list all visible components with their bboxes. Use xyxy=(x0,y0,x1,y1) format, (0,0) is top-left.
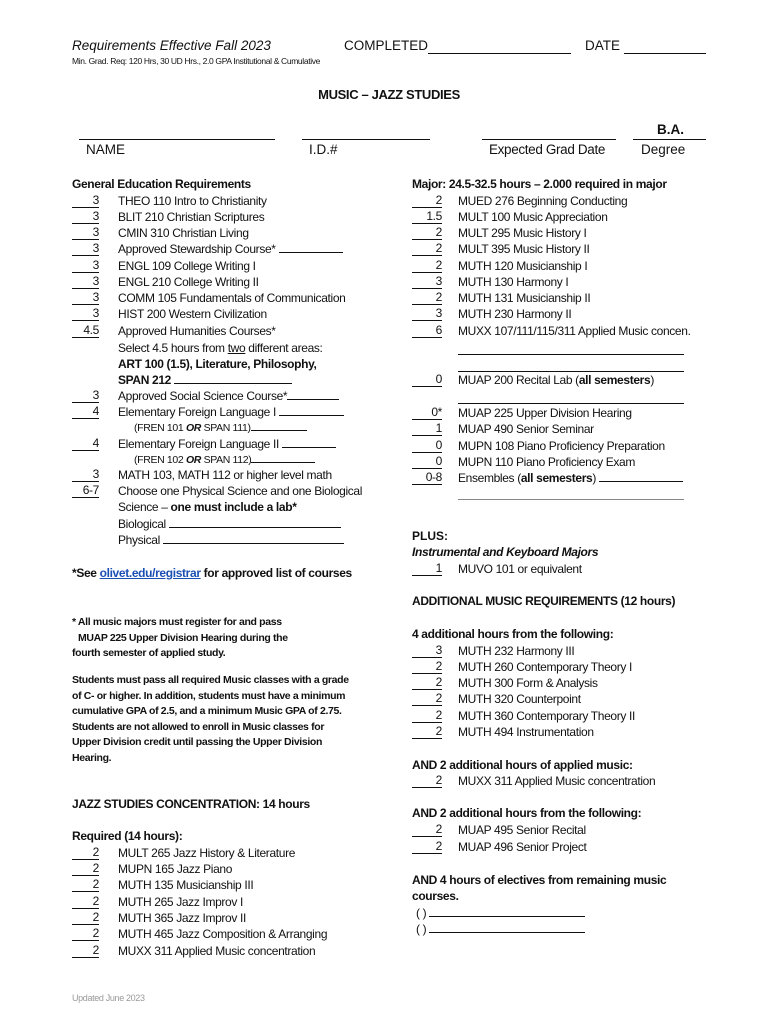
see-registrar-note: *See olivet.edu/registrar for approved list of courses xyxy=(72,566,352,580)
recital-lab-field[interactable] xyxy=(458,403,684,404)
jazz-required-label: Required (14 hours): xyxy=(72,829,183,843)
hours-field[interactable]: 0 xyxy=(412,438,442,453)
grad-date-field[interactable] xyxy=(482,139,616,140)
degree-value: B.A. xyxy=(657,122,684,137)
language-2-note-field[interactable] xyxy=(251,452,315,463)
language-1-field[interactable] xyxy=(279,404,344,416)
registrar-link[interactable]: olivet.edu/registrar xyxy=(99,566,201,580)
hours-field[interactable]: 2 xyxy=(412,773,442,788)
degree-label: Degree xyxy=(641,142,686,157)
min-grad-req: Min. Grad. Req: 120 Hrs, 30 UD Hrs., 2.0 GPA Institutional & Cumulative xyxy=(72,56,321,66)
degree-field xyxy=(633,139,706,140)
language-1-note-field[interactable] xyxy=(251,420,307,431)
hours-field[interactable]: 2 xyxy=(412,193,442,208)
hours-field[interactable]: 2 xyxy=(412,225,442,240)
hours-field[interactable]: 2 xyxy=(72,943,99,958)
name-field[interactable] xyxy=(79,139,275,140)
hours-field[interactable]: 2 xyxy=(412,675,442,690)
stewardship-course-field[interactable] xyxy=(279,241,343,253)
grad-date-label: Expected Grad Date xyxy=(489,142,606,157)
applied-music-label: AND 2 additional hours of applied music: xyxy=(412,758,633,772)
grade-requirement-note: Students must pass all required Music classes with a grade of C- or higher. In addition, students must have a minimum cumulative GPA of 2.5, and a minimum Music GPA of 2.75. Students are not allowed to enroll in Music classes for Upper Division credit until passing the Upper Division Hearing. xyxy=(72,674,349,764)
hours-field[interactable]: 3 xyxy=(72,290,99,305)
hours-field[interactable]: 3 xyxy=(72,258,99,273)
hours-field[interactable]: 3 xyxy=(72,388,99,403)
ensembles-field-2[interactable] xyxy=(458,499,684,500)
language-2-note: (FREN 102 OR SPAN 112) xyxy=(134,452,315,468)
hours-field[interactable]: 1.5 xyxy=(412,209,442,224)
hours-field[interactable]: 2 xyxy=(412,839,442,854)
hours-field[interactable]: 1 xyxy=(412,561,442,576)
hours-field[interactable]: 2 xyxy=(72,861,99,876)
hours-field[interactable]: 3 xyxy=(72,306,99,321)
program-title: MUSIC – JAZZ STUDIES xyxy=(318,87,460,102)
humanities-span: SPAN 212 xyxy=(118,372,292,388)
elective-field[interactable] xyxy=(429,905,585,917)
electives-label: AND 4 hours of electives from remaining music courses. xyxy=(412,873,667,903)
hours-field[interactable]: 6 xyxy=(412,323,442,338)
humanities-areas: ART 100 (1.5), Literature, Philosophy, xyxy=(118,357,317,371)
hours-field[interactable]: 2 xyxy=(412,691,442,706)
hours-field[interactable]: 2 xyxy=(72,910,99,925)
hours-field[interactable]: 3 xyxy=(72,193,99,208)
date-label: DATE xyxy=(585,38,621,53)
hours-field[interactable]: 2 xyxy=(412,822,442,837)
elective-checkbox[interactable]: ( ) xyxy=(416,922,427,936)
name-label: NAME xyxy=(86,142,126,157)
elective-row xyxy=(416,905,585,921)
physical-row: Physical xyxy=(118,532,344,548)
hours-field[interactable]: 4 xyxy=(72,436,99,451)
muap-note: * All music majors must register for and pass MUAP 225 Upper Division Hearing during the fourth semester of applied study. xyxy=(72,616,288,659)
hours-field[interactable]: 0* xyxy=(412,405,442,420)
hours-field[interactable]: 3 xyxy=(72,209,99,224)
social-science-field[interactable] xyxy=(287,388,339,400)
applied-concentration-field[interactable] xyxy=(458,354,684,355)
hours-field[interactable]: 0 xyxy=(412,454,442,469)
science-lab-note: Science – one must include a lab* xyxy=(118,500,297,514)
hours-field[interactable]: 2 xyxy=(72,845,99,860)
hours-field[interactable]: 3 xyxy=(72,225,99,240)
four-hours-label: 4 additional hours from the following: xyxy=(412,627,614,641)
date-field[interactable] xyxy=(624,53,706,54)
hours-field[interactable]: 3 xyxy=(72,241,99,256)
language-1-note: (FREN 101 OR SPAN 111) xyxy=(134,420,307,436)
biological-field[interactable] xyxy=(169,516,341,528)
instrumental-keyboard-heading: Instrumental and Keyboard Majors xyxy=(412,545,599,559)
hours-field[interactable]: 6-7 xyxy=(72,483,99,498)
plus-label: PLUS: xyxy=(412,529,448,543)
biological-row: Biological xyxy=(118,516,341,532)
elective-field[interactable] xyxy=(429,921,585,933)
hours-field[interactable]: 3 xyxy=(412,643,442,658)
hours-field[interactable]: 2 xyxy=(412,290,442,305)
id-label: I.D.# xyxy=(309,142,338,157)
id-field[interactable] xyxy=(302,139,430,140)
humanities-course-field[interactable] xyxy=(174,372,292,384)
elective-row xyxy=(416,921,585,937)
two-hours-label: AND 2 additional hours from the following: xyxy=(412,806,642,820)
hours-field[interactable]: 3 xyxy=(412,274,442,289)
hours-field[interactable]: 0-8 xyxy=(412,470,442,485)
hours-field[interactable]: 2 xyxy=(412,724,442,739)
language-2-field[interactable] xyxy=(282,436,336,448)
physical-field[interactable] xyxy=(163,532,344,544)
jazz-heading: JAZZ STUDIES CONCENTRATION: 14 hours xyxy=(72,797,310,811)
updated-footer: Updated June 2023 xyxy=(72,993,145,1003)
requirements-effective-label: Requirements Effective Fall 2023 xyxy=(72,38,271,53)
hours-field[interactable]: 2 xyxy=(72,877,99,892)
hours-field[interactable]: 2 xyxy=(412,708,442,723)
hours-field[interactable]: 3 xyxy=(72,274,99,289)
completed-label: COMPLETED xyxy=(344,38,429,53)
hours-field[interactable]: 4.5 xyxy=(72,323,99,338)
additional-heading: ADDITIONAL MUSIC REQUIREMENTS (12 hours) xyxy=(412,594,676,608)
humanities-note: Select 4.5 hours from two different areas: xyxy=(118,341,323,355)
hours-field[interactable]: 1 xyxy=(412,421,442,436)
gened-heading: General Education Requirements xyxy=(72,177,251,191)
hours-field[interactable]: 2 xyxy=(412,241,442,256)
hours-field[interactable]: 2 xyxy=(412,258,442,273)
ensembles-field[interactable] xyxy=(599,470,683,482)
elective-checkbox[interactable]: ( ) xyxy=(416,906,427,920)
completed-field[interactable] xyxy=(428,53,571,54)
hours-field[interactable]: 0 xyxy=(412,372,442,387)
hours-field[interactable]: 2 xyxy=(72,926,99,941)
hours-field[interactable]: 3 xyxy=(412,306,442,321)
major-heading: Major: 24.5-32.5 hours – 2.000 required in major xyxy=(412,177,667,191)
hours-field[interactable]: 2 xyxy=(412,659,442,674)
hours-field[interactable]: 4 xyxy=(72,404,99,419)
hours-field[interactable]: 2 xyxy=(72,894,99,909)
hours-field[interactable]: 3 xyxy=(72,467,99,482)
